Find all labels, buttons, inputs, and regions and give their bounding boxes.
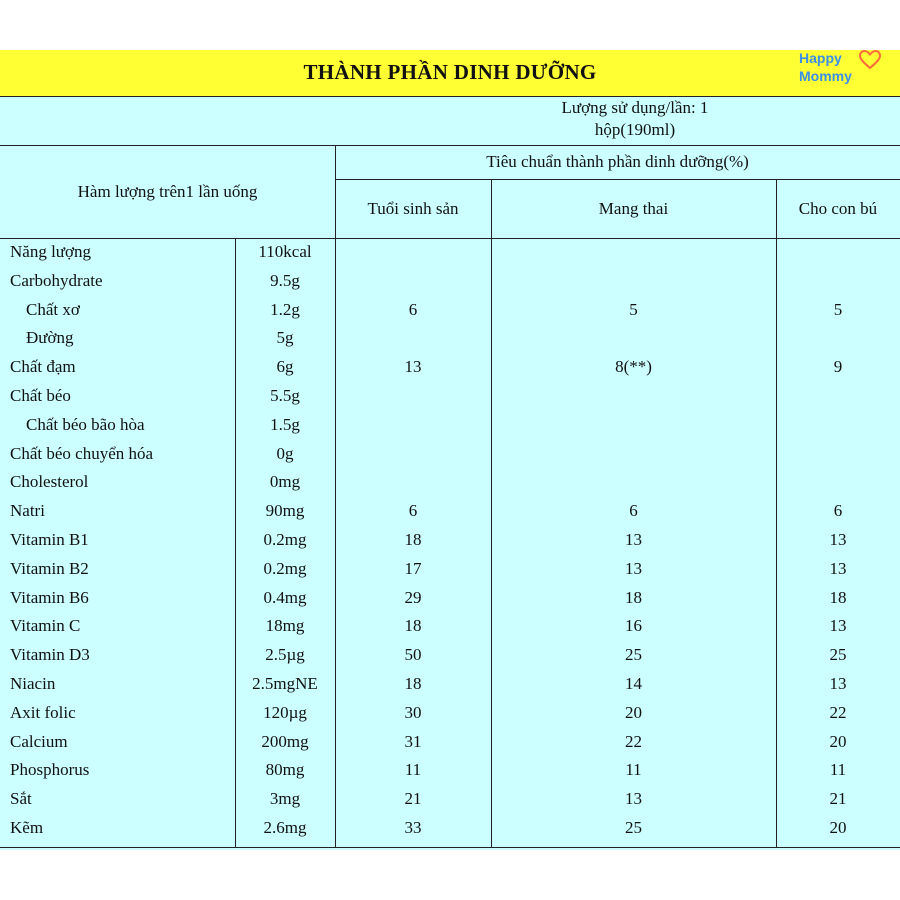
nutrient-name: Natri	[10, 501, 45, 520]
nutrient-amount: 0.2mg	[263, 559, 307, 578]
value-pregnant: 6	[629, 501, 638, 520]
nutrient-name: Kẽm	[10, 818, 44, 837]
value-pregnant: 5	[629, 300, 638, 319]
value-reproductive-age: 13	[404, 357, 422, 376]
nutrient-name: Carbohydrate	[10, 271, 103, 290]
divider-serving-bottom	[0, 145, 900, 146]
serving-line-2: hộp(190ml)	[594, 120, 676, 139]
nutrient-name: Vitamin B1	[10, 530, 89, 549]
nutrient-name: Chất béo bão hòa	[26, 415, 145, 434]
nutrient-amount: 120µg	[263, 703, 307, 722]
nutrient-amount: 5g	[276, 328, 294, 347]
nutrient-name: Chất xơ	[26, 300, 80, 319]
nutrient-amount: 5.5g	[270, 386, 300, 405]
value-reproductive-age: 21	[404, 789, 422, 808]
nutrient-amount: 2.5µg	[265, 645, 305, 664]
value-breastfeeding: 13	[829, 530, 847, 549]
divider-group-bottom	[335, 179, 900, 180]
nutrient-amount: 1.5g	[270, 415, 300, 434]
value-breastfeeding: 11	[829, 760, 847, 779]
value-reproductive-age: 17	[404, 559, 422, 578]
value-reproductive-age: 18	[404, 674, 422, 693]
value-pregnant: 14	[625, 674, 642, 693]
value-pregnant: 11	[625, 760, 642, 779]
divider-table-bottom	[0, 847, 900, 848]
value-pregnant: 13	[625, 789, 642, 808]
nutrient-name: Chất đạm	[10, 357, 76, 376]
value-reproductive-age: 31	[404, 732, 422, 751]
value-pregnant: 25	[625, 818, 642, 837]
nutrient-amount: 0.4mg	[263, 588, 307, 607]
value-pregnant: 20	[625, 703, 642, 722]
nutrient-name: Vitamin D3	[10, 645, 90, 664]
nutrient-amount: 18mg	[265, 616, 305, 635]
value-breastfeeding: 13	[829, 616, 847, 635]
value-reproductive-age: 50	[404, 645, 422, 664]
value-pregnant: 8(**)	[615, 357, 652, 376]
nutrition-sheet	[0, 50, 900, 850]
nutrient-name: Vitamin C	[10, 616, 81, 635]
nutrient-amount: 90mg	[265, 501, 305, 520]
nutrient-amount: 0.2mg	[263, 530, 307, 549]
nutrient-name: Đường	[26, 328, 74, 347]
nutrient-name: Chất béo	[10, 386, 71, 405]
value-reproductive-age: 11	[404, 760, 422, 779]
divider-title-bottom	[0, 96, 900, 97]
value-reproductive-age: 6	[408, 501, 418, 520]
nutrient-amount: 3mg	[269, 789, 301, 808]
value-breastfeeding: 20	[829, 732, 847, 751]
nutrient-amount: 80mg	[265, 760, 305, 779]
value-breastfeeding: 20	[829, 818, 847, 837]
nutrient-name: Chất béo chuyển hóa	[10, 444, 154, 463]
value-breastfeeding: 22	[829, 703, 847, 722]
logo-line-1: Happy	[799, 50, 842, 66]
serving-line-1: Lượng sử dụng/lần: 1	[561, 98, 709, 117]
nutrient-name: Vitamin B2	[10, 559, 89, 578]
value-reproductive-age: 33	[404, 818, 422, 837]
value-breastfeeding: 9	[833, 357, 843, 376]
nutrient-name: Năng lượng	[10, 242, 91, 261]
happy-mommy-logo	[799, 50, 889, 96]
nutrient-amount: 6g	[276, 357, 294, 376]
value-breastfeeding: 5	[833, 300, 843, 319]
nutrient-amount: 2.6mg	[263, 818, 307, 837]
heart-icon	[859, 50, 881, 70]
nutrient-amount: 200mg	[261, 732, 309, 751]
value-breastfeeding: 6	[833, 501, 843, 520]
value-breastfeeding: 13	[829, 559, 847, 578]
value-breastfeeding: 18	[829, 588, 847, 607]
value-reproductive-age: 6	[408, 300, 418, 319]
value-reproductive-age: 29	[404, 588, 422, 607]
nutrient-amount: 110kcal	[258, 242, 312, 261]
nutrient-name: Axit folic	[10, 703, 76, 722]
value-pregnant: 13	[625, 530, 642, 549]
header-col-breastfeeding: Cho con bú	[798, 199, 878, 218]
nutrient-name: Vitamin B6	[10, 588, 89, 607]
page-title: THÀNH PHẦN DINH DƯỠNG	[303, 60, 597, 84]
nutrient-name: Sắt	[10, 789, 32, 808]
header-col-pregnant: Mang thai	[598, 199, 669, 218]
value-pregnant: 16	[625, 616, 642, 635]
divider-header-bottom	[0, 238, 900, 239]
nutrient-amount: 0mg	[269, 472, 301, 491]
nutrient-amount: 2.5mgNE	[252, 674, 318, 693]
value-reproductive-age: 18	[404, 616, 422, 635]
logo-line-2: Mommy	[799, 68, 852, 84]
value-pregnant: 25	[625, 645, 642, 664]
value-pregnant: 18	[625, 588, 642, 607]
header-group-percent: Tiêu chuẩn thành phần dinh dưỡng(%)	[486, 152, 749, 171]
value-reproductive-age: 30	[404, 703, 422, 722]
value-breastfeeding: 13	[829, 674, 847, 693]
value-breastfeeding: 21	[829, 789, 847, 808]
header-col-reproductive-age: Tuổi sinh sản	[367, 199, 459, 218]
value-pregnant: 13	[625, 559, 642, 578]
value-pregnant: 22	[625, 732, 642, 751]
value-breastfeeding: 25	[829, 645, 847, 664]
nutrient-name: Phosphorus	[10, 760, 90, 779]
nutrient-name: Niacin	[10, 674, 56, 693]
nutrient-amount: 9.5g	[270, 271, 300, 290]
nutrient-name: Cholesterol	[10, 472, 89, 491]
header-amount-per-serving: Hàm lượng trên1 lần uống	[77, 182, 258, 201]
nutrient-name: Calcium	[10, 732, 68, 751]
value-reproductive-age: 18	[404, 530, 422, 549]
nutrient-amount: 1.2g	[270, 300, 300, 319]
nutrient-amount: 0g	[276, 444, 294, 463]
